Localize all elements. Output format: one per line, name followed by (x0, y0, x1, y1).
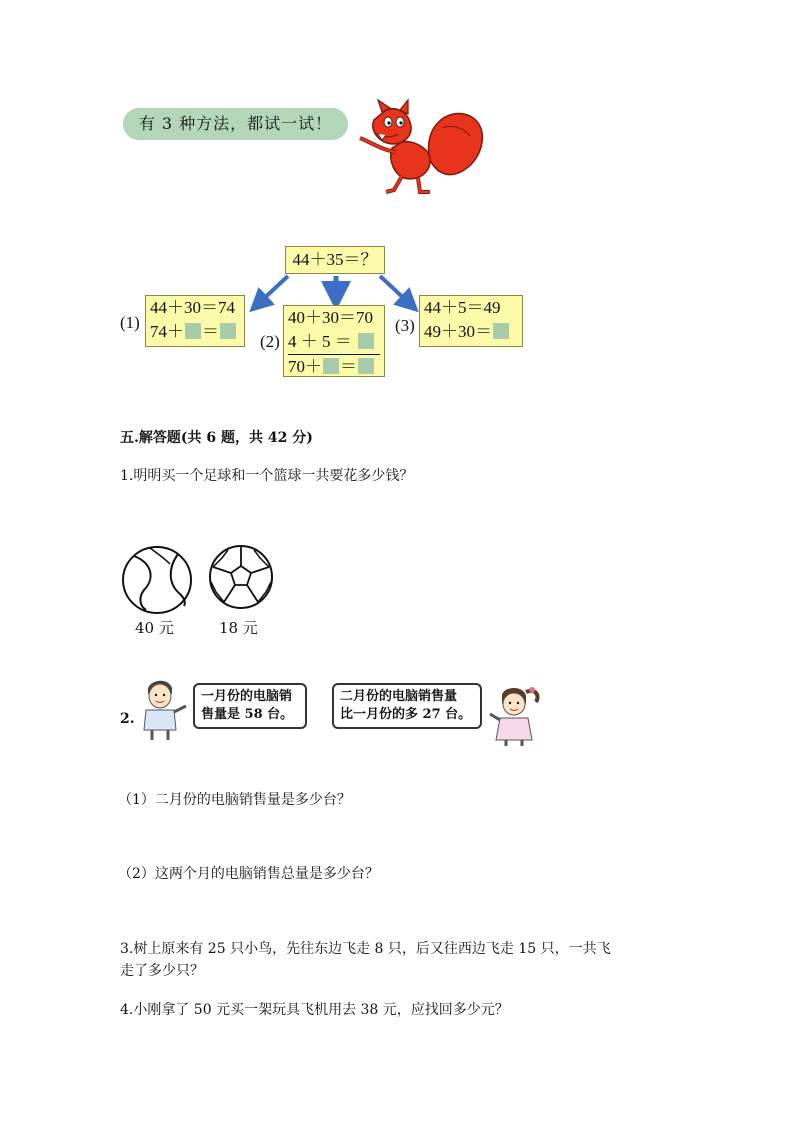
squirrel-illustration (352, 98, 492, 198)
girl-speech-bubble (332, 683, 482, 729)
method-1-label: (1) (120, 313, 140, 332)
method-3-line-2: 49＋30＝ (424, 320, 518, 344)
question-4-text: 4.小刚拿了 50 元买一架玩具飞机用去 38 元，应找回多少元？ (120, 1002, 509, 1018)
hint-text: 有 3 种方法，都试一试！ (138, 114, 333, 133)
question-2-sub-1: （1）二月份的电脑销售量是多少台？ (118, 792, 351, 808)
girl-line-1: 二月份的电脑销售量 (340, 689, 458, 704)
method-2-label: (2) (260, 332, 280, 351)
question-3-line-1: 3.树上原来有 25 只小鸟，先往东边飞走 8 只，后又往西边飞走 15 只，一共飞 (120, 941, 611, 957)
answer-square[interactable] (323, 358, 339, 374)
method-1-box (145, 295, 245, 347)
method-2-line-1: 40＋30＝70 (288, 308, 373, 327)
hint-bubble (123, 108, 348, 140)
answer-square[interactable] (493, 323, 509, 339)
boy-line-2: 售量是 58 台。 (201, 707, 294, 722)
method-3-line-1: 44＋5＝49 (424, 298, 501, 317)
girl-line-2: 比一月份的多 27 台。 (340, 707, 472, 722)
basketball-price: 40 元 (135, 619, 174, 637)
question-1-text: 1.明明买一个足球和一个篮球一共要花多少钱？ (120, 468, 414, 484)
question-2-sub-2: （2）这两个月的电脑销售总量是多少台？ (118, 866, 379, 882)
boy-line-1: 一月份的电脑销 (201, 689, 293, 704)
soccer-ball-price: 18 元 (219, 619, 258, 637)
answer-square[interactable] (358, 333, 374, 349)
soccer-ball-icon (208, 544, 274, 610)
question-3-line-2: 走了多少只？ (120, 963, 204, 979)
method-2-line-2: 4 ＋ 5 ＝ (288, 330, 380, 355)
answer-square[interactable] (220, 323, 236, 339)
method-3-box (419, 295, 523, 347)
boy-speech-bubble (193, 683, 307, 729)
method-1-line-2: 74＋ ＝ (150, 320, 240, 344)
method-2-box (283, 305, 385, 377)
arrow-left (258, 276, 288, 304)
basketball-icon (120, 544, 194, 616)
girl-illustration (486, 682, 546, 746)
problem-text: 44＋35＝？ (292, 250, 378, 269)
method-3-label: (3) (395, 316, 415, 335)
answer-square[interactable] (185, 323, 201, 339)
method-2-line-3: 70＋ ＝ (288, 355, 380, 379)
boy-illustration (134, 676, 190, 742)
question-2-number: 2. (120, 711, 135, 727)
arrow-right (380, 276, 410, 304)
section-title: 五.解答题(共 6 题，共 42 分) (120, 430, 313, 446)
method-1-line-1: 44＋30＝74 (150, 298, 235, 317)
answer-square[interactable] (358, 358, 374, 374)
